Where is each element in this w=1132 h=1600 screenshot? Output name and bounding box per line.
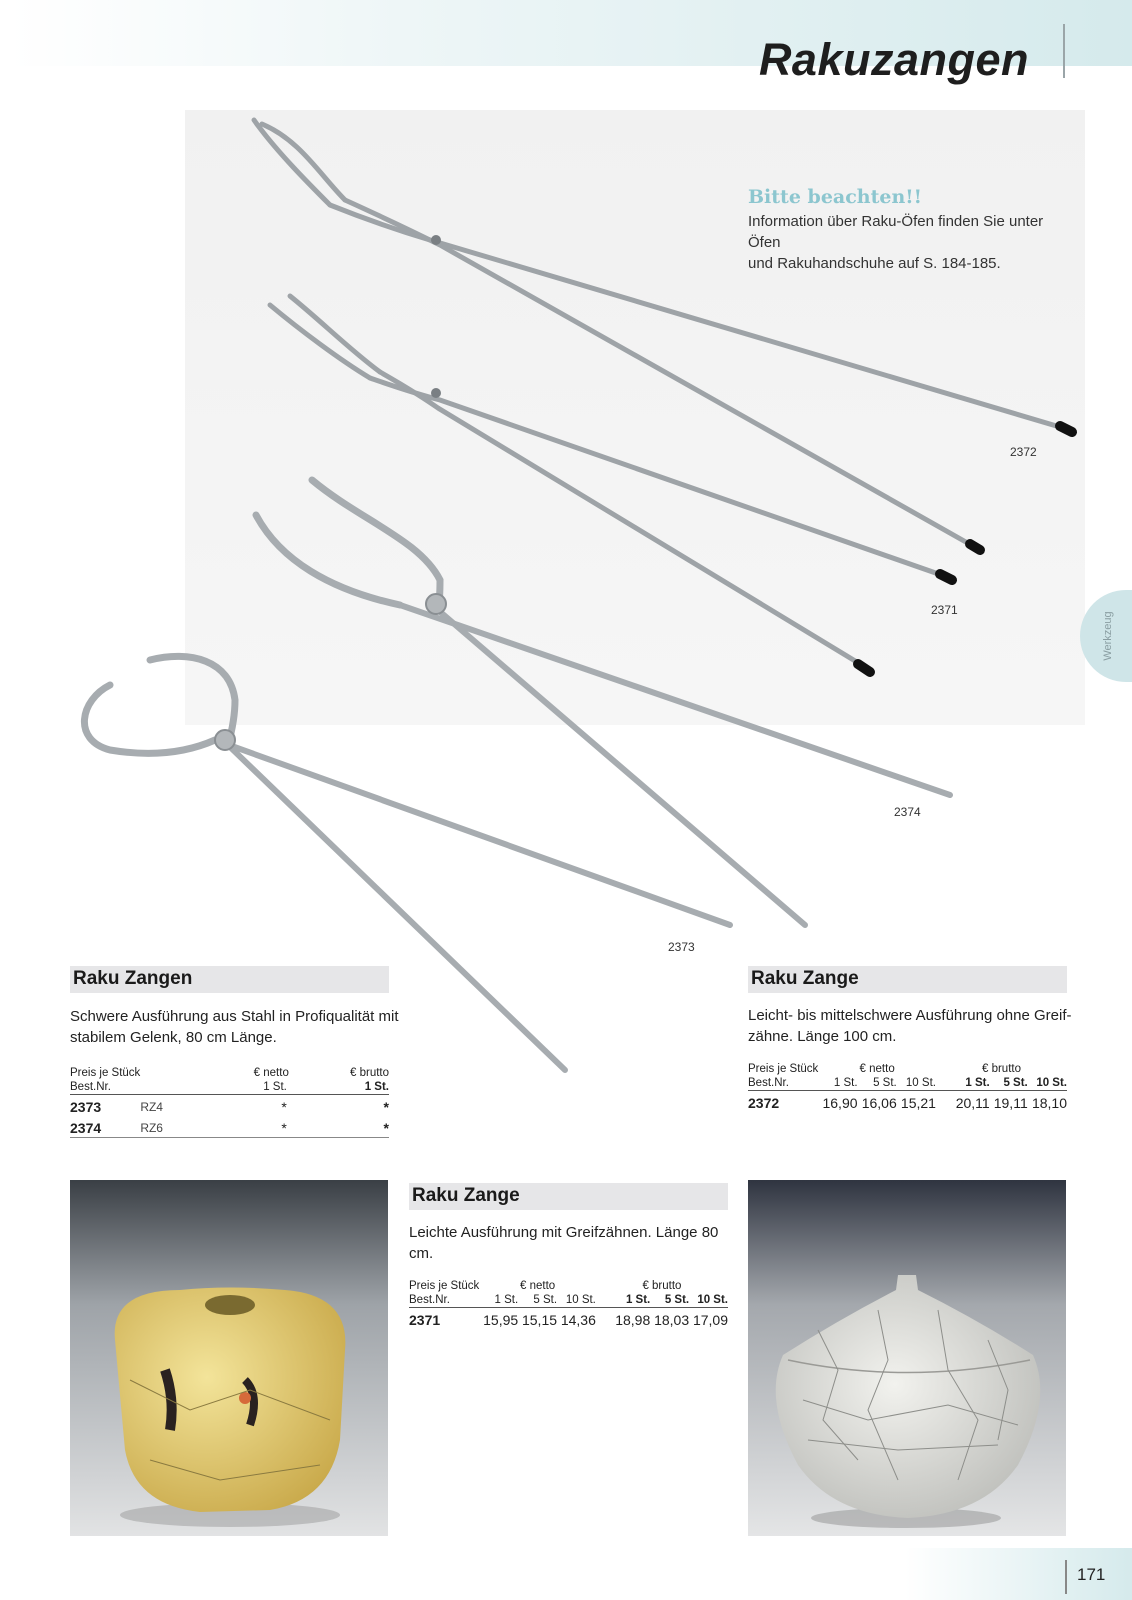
page-number-divider — [1065, 1560, 1067, 1594]
row-n5: 16,06 — [861, 1095, 897, 1111]
table-row — [70, 1116, 389, 1138]
product-title-raku-zange-2371: Raku Zange — [409, 1183, 728, 1210]
row-netto: * — [281, 1099, 287, 1115]
header-q10-brutto: 10 St. — [1028, 1076, 1067, 1091]
tong-2371 — [270, 296, 952, 672]
label-2374: 2374 — [894, 805, 921, 819]
header-price: Preis je Stück — [409, 1280, 480, 1292]
row-code: 2374 — [70, 1116, 140, 1138]
header-q5: 5 St. — [518, 1293, 557, 1308]
row-n10: 14,36 — [560, 1312, 596, 1328]
product-desc-mid: Leichte Ausführung mit Greifzähnen. Länge 80 cm. — [409, 1224, 719, 1262]
table-row — [409, 1308, 728, 1330]
desc-line-2: zähne. Länge 100 cm. — [748, 1028, 897, 1045]
price-table-left — [70, 1066, 389, 1138]
tong-2374 — [256, 480, 950, 925]
product-desc-right — [748, 1005, 1078, 1047]
header-netto: € netto — [859, 1063, 895, 1075]
row-code: 2371 — [409, 1312, 441, 1328]
price-table-mid — [409, 1279, 728, 1329]
page-title: Rakuzangen — [758, 34, 1029, 85]
row-b10: 17,09 — [692, 1312, 728, 1328]
desc-line-1: Schwere Ausführung aus Stahl in Profiqualität mit — [70, 1008, 399, 1025]
header-q1-brutto: 1 St. — [596, 1293, 650, 1308]
side-tab-label: Werkzeug — [1102, 611, 1114, 661]
product-title-raku-zangen: Raku Zangen — [70, 966, 389, 993]
header-price: Preis je Stück — [70, 1067, 141, 1079]
notice-line-1: Information über Raku-Öfen finden Sie unter Öfen — [748, 213, 1044, 251]
label-2371: 2371 — [931, 603, 958, 617]
page-number: 171 — [1077, 1565, 1106, 1584]
row-n1: 16,90 — [822, 1095, 858, 1111]
row-brutto: * — [383, 1099, 389, 1115]
row-n1: 15,95 — [483, 1312, 519, 1328]
header-q1: 1 St. — [479, 1293, 518, 1308]
row-netto: * — [199, 1116, 289, 1138]
table-row — [70, 1095, 389, 1117]
row-n10: 15,21 — [900, 1095, 936, 1111]
header-qty-brutto: 1 St. — [289, 1080, 389, 1095]
notice-heading: Bitte beachten!! — [748, 186, 922, 208]
product-desc-left — [70, 1006, 400, 1048]
row-model: RZ6 — [140, 1116, 198, 1138]
label-2372: 2372 — [1010, 445, 1037, 459]
header-q5-brutto: 5 St. — [650, 1293, 689, 1308]
notice-text — [748, 211, 1078, 274]
row-b5: 19,11 — [993, 1095, 1028, 1111]
header-netto: € netto — [253, 1067, 289, 1079]
row-b10: 18,10 — [1031, 1095, 1067, 1111]
desc-line-1: Leicht- bis mittelschwere Ausführung ohne Greif- — [748, 1007, 1072, 1024]
header-q5-brutto: 5 St. — [990, 1076, 1028, 1091]
header-brutto: € brutto — [350, 1067, 389, 1079]
header-q5: 5 St. — [858, 1076, 897, 1091]
notice-line-2: und Rakuhandschuhe auf S. 184-185. — [748, 255, 1001, 272]
header-q1-brutto: 1 St. — [936, 1076, 990, 1091]
header-bestnr: Best.Nr. — [748, 1076, 818, 1091]
header-netto: € netto — [520, 1280, 556, 1292]
header-bestnr: Best.Nr. — [70, 1080, 140, 1095]
header-price: Preis je Stück — [748, 1063, 819, 1075]
header-q10: 10 St. — [557, 1293, 596, 1308]
header-brutto: € brutto — [642, 1280, 682, 1292]
row-code: 2373 — [70, 1099, 102, 1115]
row-b1: 18,98 — [615, 1312, 651, 1328]
header-bestnr: Best.Nr. — [409, 1293, 479, 1308]
row-b1: 20,11 — [955, 1095, 990, 1111]
row-n5: 15,15 — [521, 1312, 558, 1328]
desc-line-2: stabilem Gelenk, 80 cm Länge. — [70, 1029, 277, 1046]
header-qty-netto: 1 St. — [199, 1080, 289, 1095]
yellow-raku-pot-photo — [70, 1180, 388, 1536]
header-q10: 10 St. — [897, 1076, 936, 1091]
header-brutto: € brutto — [981, 1063, 1021, 1075]
row-b5: 18,03 — [654, 1312, 690, 1328]
label-2373: 2373 — [668, 940, 695, 954]
row-code: 2372 — [748, 1095, 780, 1111]
tong-2372 — [254, 120, 1072, 550]
white-crackle-raku-vase-photo — [748, 1180, 1066, 1536]
row-model: RZ4 — [140, 1100, 163, 1114]
header-q10-brutto: 10 St. — [689, 1293, 728, 1308]
product-title-raku-zange-2372: Raku Zange — [748, 966, 1067, 993]
header-q1: 1 St. — [818, 1076, 857, 1091]
price-table-right — [748, 1062, 1067, 1112]
row-brutto: * — [289, 1116, 389, 1138]
table-row — [748, 1091, 1067, 1113]
